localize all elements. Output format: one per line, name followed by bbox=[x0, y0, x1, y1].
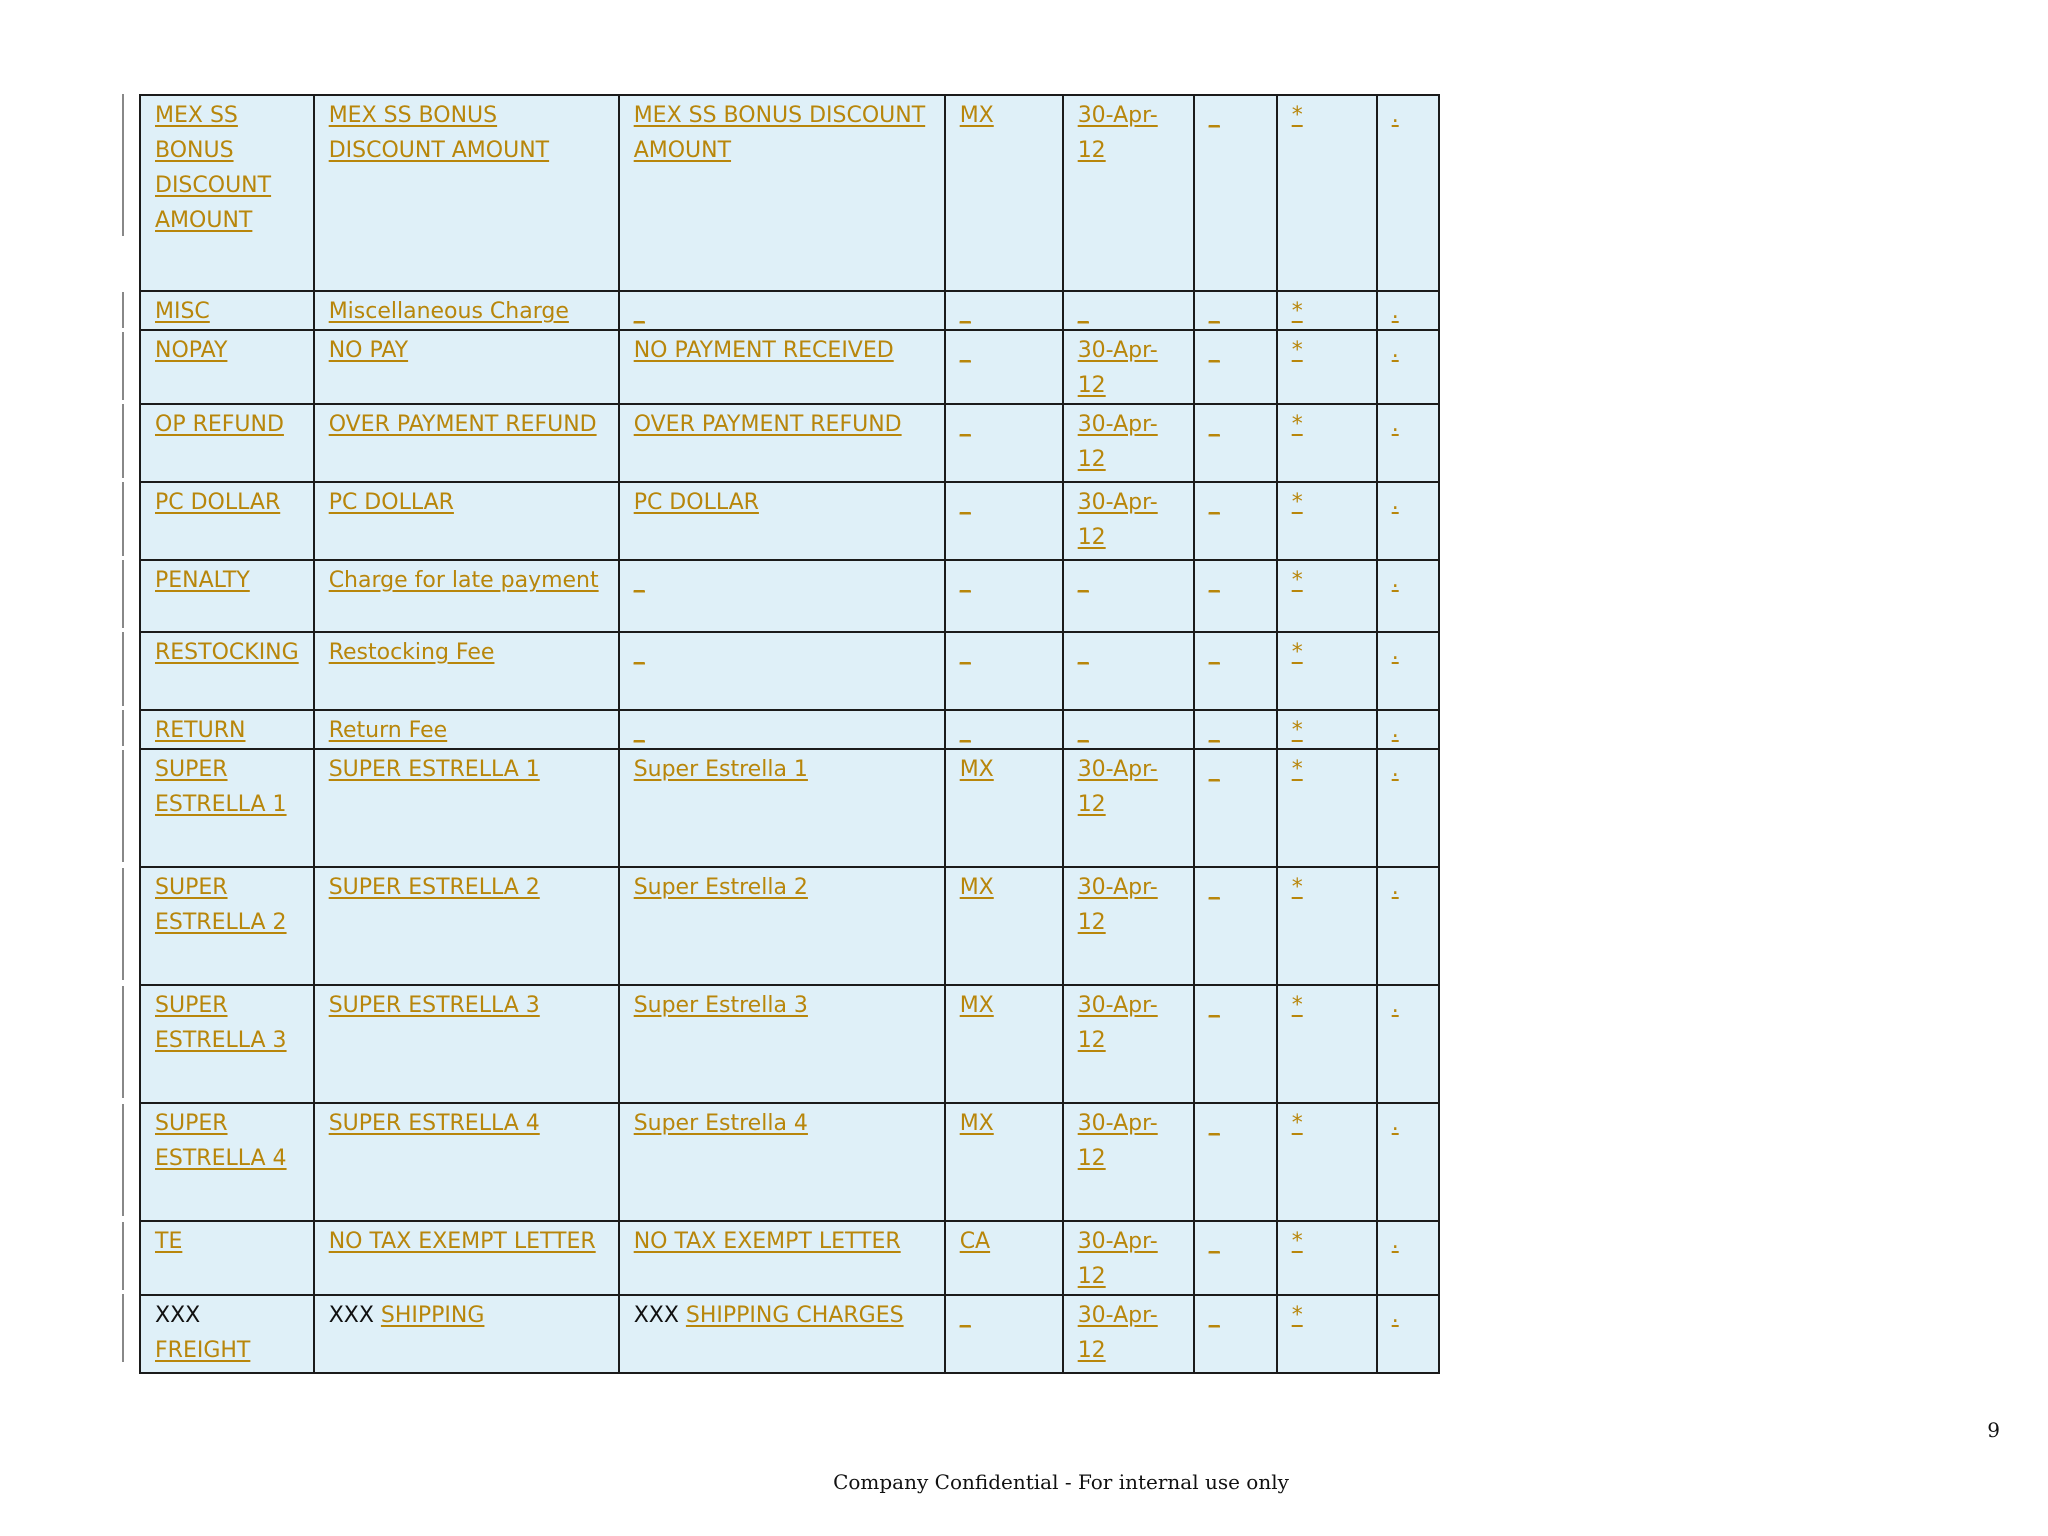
code-cell bbox=[140, 330, 314, 404]
cell-link[interactable]: _ bbox=[1208, 338, 1220, 363]
cell-link[interactable]: Charge for late payment bbox=[328, 568, 599, 593]
cell-link[interactable]: Return Fee bbox=[328, 718, 448, 743]
cell-link[interactable]: SUPER ESTRELLA 1 bbox=[328, 757, 540, 782]
cell-prefix: XXX bbox=[155, 1303, 201, 1328]
cell-link[interactable]: . bbox=[1391, 875, 1399, 900]
change-bar bbox=[122, 750, 124, 862]
cell-link[interactable]: Miscellaneous Charge bbox=[328, 299, 569, 324]
name-cell bbox=[314, 482, 619, 560]
cell-link[interactable]: _ bbox=[1208, 993, 1220, 1018]
code-cell bbox=[140, 710, 314, 749]
code-cell bbox=[140, 985, 314, 1103]
end-cell bbox=[1377, 632, 1439, 710]
cell-link[interactable]: _ bbox=[1077, 718, 1089, 743]
marker-cell bbox=[1277, 1221, 1377, 1295]
cell-link[interactable]: . bbox=[1391, 993, 1399, 1018]
cell-link[interactable]: PC DOLLAR bbox=[328, 490, 454, 515]
code-cell bbox=[140, 482, 314, 560]
name-cell bbox=[314, 291, 619, 330]
marker-cell bbox=[1277, 291, 1377, 330]
cell-link[interactable]: MISC bbox=[155, 299, 210, 324]
date-cell bbox=[1063, 1103, 1194, 1221]
end-cell bbox=[1377, 1103, 1439, 1221]
description-cell bbox=[619, 95, 945, 291]
country-cell bbox=[945, 985, 1063, 1103]
cell-link[interactable]: * bbox=[1291, 757, 1303, 782]
marker-cell bbox=[1277, 1295, 1377, 1373]
cell-link[interactable]: SUPER ESTRELLA 2 bbox=[328, 875, 540, 900]
end-cell bbox=[1377, 560, 1439, 632]
end-cell bbox=[1377, 95, 1439, 291]
date-cell bbox=[1063, 330, 1194, 404]
cell-link[interactable]: Super Estrella 3 bbox=[633, 993, 808, 1018]
cell-prefix: XXX bbox=[328, 1303, 374, 1328]
flag-cell bbox=[1194, 749, 1277, 867]
marker-cell bbox=[1277, 985, 1377, 1103]
cell-link[interactable]: SUPER ESTRELLA 4 bbox=[328, 1111, 540, 1136]
cell-link[interactable]: _ bbox=[633, 718, 645, 743]
cell-link[interactable]: PC DOLLAR bbox=[633, 490, 759, 515]
table-row bbox=[140, 482, 1439, 560]
table-row bbox=[140, 985, 1439, 1103]
cell-link[interactable]: _ bbox=[1077, 568, 1089, 593]
code-cell bbox=[140, 291, 314, 330]
flag-cell bbox=[1194, 404, 1277, 482]
table-row bbox=[140, 710, 1439, 749]
country-cell bbox=[945, 867, 1063, 985]
date-cell bbox=[1063, 482, 1194, 560]
table-row bbox=[140, 330, 1439, 404]
cell-link[interactable]: . bbox=[1391, 757, 1399, 782]
description-cell bbox=[619, 867, 945, 985]
table-row bbox=[140, 291, 1439, 330]
cell-link[interactable]: SUPER ESTRELLA 2 bbox=[155, 875, 287, 935]
date-cell bbox=[1063, 867, 1194, 985]
code-cell bbox=[140, 95, 314, 291]
country-cell bbox=[945, 330, 1063, 404]
date-cell bbox=[1063, 1221, 1194, 1295]
cell-link[interactable]: SHIPPING bbox=[380, 1303, 485, 1328]
change-bar bbox=[122, 986, 124, 1098]
cell-link[interactable]: . bbox=[1391, 490, 1399, 515]
name-cell bbox=[314, 1295, 619, 1373]
code-cell bbox=[140, 404, 314, 482]
cell-link[interactable]: _ bbox=[1208, 568, 1220, 593]
cell-link[interactable]: * bbox=[1291, 568, 1303, 593]
end-cell bbox=[1377, 985, 1439, 1103]
cell-prefix: XXX bbox=[633, 1303, 679, 1328]
cell-link[interactable]: _ bbox=[1077, 640, 1089, 665]
cell-link[interactable]: * bbox=[1291, 103, 1303, 128]
marker-cell bbox=[1277, 330, 1377, 404]
date-cell bbox=[1063, 95, 1194, 291]
end-cell bbox=[1377, 749, 1439, 867]
cell-link[interactable]: _ bbox=[633, 299, 645, 324]
cell-link[interactable]: PC DOLLAR bbox=[155, 490, 281, 515]
cell-link[interactable]: * bbox=[1291, 1303, 1303, 1328]
end-cell bbox=[1377, 330, 1439, 404]
country-cell bbox=[945, 95, 1063, 291]
cell-link[interactable]: 30-Apr-12 bbox=[1077, 412, 1158, 472]
cell-link[interactable]: . bbox=[1391, 640, 1399, 665]
description-cell bbox=[619, 632, 945, 710]
flag-cell bbox=[1194, 560, 1277, 632]
cell-link[interactable]: . bbox=[1391, 299, 1399, 324]
table-row bbox=[140, 749, 1439, 867]
cell-link[interactable]: * bbox=[1291, 1111, 1303, 1136]
cell-link[interactable]: MX bbox=[959, 103, 994, 128]
code-cell bbox=[140, 749, 314, 867]
change-bar bbox=[122, 1294, 124, 1362]
name-cell bbox=[314, 985, 619, 1103]
country-cell bbox=[945, 749, 1063, 867]
table-row bbox=[140, 95, 1439, 291]
end-cell bbox=[1377, 482, 1439, 560]
cell-link[interactable]: 30-Apr-12 bbox=[1077, 490, 1158, 550]
cell-link[interactable]: 30-Apr-12 bbox=[1077, 1111, 1158, 1171]
name-cell bbox=[314, 330, 619, 404]
cell-link[interactable]: * bbox=[1291, 412, 1303, 437]
end-cell bbox=[1377, 1221, 1439, 1295]
country-cell bbox=[945, 1295, 1063, 1373]
cell-link[interactable]: 30-Apr-12 bbox=[1077, 757, 1158, 817]
cell-link[interactable]: * bbox=[1291, 875, 1303, 900]
date-cell bbox=[1063, 632, 1194, 710]
cell-link[interactable]: MX bbox=[959, 875, 994, 900]
name-cell bbox=[314, 404, 619, 482]
cell-link[interactable]: 30-Apr-12 bbox=[1077, 338, 1158, 398]
cell-link[interactable]: _ bbox=[959, 490, 971, 515]
description-cell bbox=[619, 749, 945, 867]
end-cell bbox=[1377, 291, 1439, 330]
cell-link[interactable]: _ bbox=[1208, 103, 1220, 128]
country-cell bbox=[945, 1103, 1063, 1221]
cell-link[interactable]: 30-Apr-12 bbox=[1077, 103, 1158, 163]
cell-link[interactable]: SUPER ESTRELLA 3 bbox=[155, 993, 287, 1053]
name-cell bbox=[314, 632, 619, 710]
cell-link[interactable]: _ bbox=[1208, 299, 1220, 324]
cell-link[interactable]: . bbox=[1391, 1303, 1399, 1328]
cell-link[interactable]: _ bbox=[1208, 757, 1220, 782]
change-bar bbox=[122, 560, 124, 628]
cell-link[interactable]: _ bbox=[1208, 1111, 1220, 1136]
date-cell bbox=[1063, 291, 1194, 330]
change-bar bbox=[122, 482, 124, 556]
cell-link[interactable]: . bbox=[1391, 1111, 1399, 1136]
change-bar bbox=[122, 710, 124, 746]
table-row bbox=[140, 1295, 1439, 1373]
marker-cell bbox=[1277, 560, 1377, 632]
cell-link[interactable]: * bbox=[1291, 993, 1303, 1018]
change-bar bbox=[122, 1104, 124, 1216]
end-cell bbox=[1377, 710, 1439, 749]
cell-link[interactable]: TE bbox=[155, 1229, 183, 1254]
table-row bbox=[140, 867, 1439, 985]
country-cell bbox=[945, 291, 1063, 330]
change-bar bbox=[122, 292, 124, 328]
marker-cell bbox=[1277, 632, 1377, 710]
cell-link[interactable]: _ bbox=[1208, 875, 1220, 900]
cell-link[interactable]: MX bbox=[959, 993, 994, 1018]
country-cell bbox=[945, 482, 1063, 560]
cell-link[interactable]: 30-Apr-12 bbox=[1077, 993, 1158, 1053]
date-cell bbox=[1063, 560, 1194, 632]
cell-link[interactable]: CA bbox=[959, 1229, 991, 1254]
cell-link[interactable]: . bbox=[1391, 718, 1399, 743]
end-cell bbox=[1377, 867, 1439, 985]
change-bar bbox=[122, 94, 124, 236]
name-cell bbox=[314, 1103, 619, 1221]
change-bar bbox=[122, 868, 124, 980]
cell-link[interactable]: _ bbox=[959, 299, 971, 324]
marker-cell bbox=[1277, 1103, 1377, 1221]
table-row bbox=[140, 632, 1439, 710]
country-cell bbox=[945, 1221, 1063, 1295]
end-cell bbox=[1377, 404, 1439, 482]
name-cell bbox=[314, 867, 619, 985]
cell-link[interactable]: FREIGHT bbox=[155, 1338, 251, 1363]
cell-link[interactable]: _ bbox=[633, 640, 645, 665]
cell-link[interactable]: * bbox=[1291, 299, 1303, 324]
cell-link[interactable]: _ bbox=[959, 568, 971, 593]
cell-link[interactable]: NOPAY bbox=[155, 338, 228, 363]
description-cell bbox=[619, 1103, 945, 1221]
cell-link[interactable]: MEX SS BONUS DISCOUNT AMOUNT bbox=[155, 103, 272, 233]
cell-link[interactable]: MX bbox=[959, 1111, 994, 1136]
cell-link[interactable]: MEX SS BONUS DISCOUNT AMOUNT bbox=[633, 103, 926, 163]
cell-link[interactable]: * bbox=[1291, 1229, 1303, 1254]
cell-link[interactable]: _ bbox=[959, 338, 971, 363]
code-cell bbox=[140, 867, 314, 985]
cell-link[interactable]: 30-Apr-12 bbox=[1077, 1229, 1158, 1289]
cell-link[interactable]: RETURN bbox=[155, 718, 246, 743]
name-cell bbox=[314, 560, 619, 632]
cell-link[interactable]: _ bbox=[1077, 299, 1089, 324]
code-cell bbox=[140, 632, 314, 710]
description-cell bbox=[619, 1295, 945, 1373]
cell-link[interactable]: * bbox=[1291, 718, 1303, 743]
table-row bbox=[140, 560, 1439, 632]
cell-link[interactable]: _ bbox=[1208, 1303, 1220, 1328]
date-cell bbox=[1063, 710, 1194, 749]
description-cell bbox=[619, 560, 945, 632]
cell-link[interactable]: 30-Apr-12 bbox=[1077, 1303, 1158, 1363]
adjustment-codes-table bbox=[139, 94, 1440, 1374]
table-body bbox=[140, 95, 1439, 1373]
cell-link[interactable]: MEX SS BONUS DISCOUNT AMOUNT bbox=[328, 103, 550, 163]
name-cell bbox=[314, 95, 619, 291]
description-cell bbox=[619, 985, 945, 1103]
name-cell bbox=[314, 749, 619, 867]
flag-cell bbox=[1194, 1221, 1277, 1295]
code-cell bbox=[140, 1295, 314, 1373]
cell-link[interactable]: NO PAY bbox=[328, 338, 409, 363]
flag-cell bbox=[1194, 1295, 1277, 1373]
cell-link[interactable]: _ bbox=[959, 1303, 971, 1328]
cell-link[interactable]: _ bbox=[1208, 490, 1220, 515]
cell-link[interactable]: _ bbox=[959, 412, 971, 437]
cell-link[interactable]: NO PAYMENT RECEIVED bbox=[633, 338, 894, 363]
cell-link[interactable]: NO TAX EXEMPT LETTER bbox=[633, 1229, 901, 1254]
flag-cell bbox=[1194, 330, 1277, 404]
country-cell bbox=[945, 710, 1063, 749]
cell-link[interactable]: RESTOCKING bbox=[155, 640, 299, 665]
cell-link[interactable]: . bbox=[1391, 412, 1399, 437]
cell-link[interactable]: _ bbox=[633, 568, 645, 593]
marker-cell bbox=[1277, 749, 1377, 867]
page-number: 9 bbox=[1987, 1418, 2000, 1442]
change-bar bbox=[122, 332, 124, 400]
cell-link[interactable]: Restocking Fee bbox=[328, 640, 495, 665]
cell-link[interactable]: SUPER ESTRELLA 4 bbox=[155, 1111, 287, 1171]
cell-link[interactable]: * bbox=[1291, 490, 1303, 515]
code-cell bbox=[140, 560, 314, 632]
cell-link[interactable]: . bbox=[1391, 103, 1399, 128]
table-row bbox=[140, 1103, 1439, 1221]
date-cell bbox=[1063, 985, 1194, 1103]
description-cell bbox=[619, 482, 945, 560]
marker-cell bbox=[1277, 482, 1377, 560]
cell-link[interactable]: OP REFUND bbox=[155, 412, 284, 437]
marker-cell bbox=[1277, 867, 1377, 985]
cell-link[interactable]: Super Estrella 2 bbox=[633, 875, 808, 900]
cell-link[interactable]: 30-Apr-12 bbox=[1077, 875, 1158, 935]
date-cell bbox=[1063, 749, 1194, 867]
flag-cell bbox=[1194, 632, 1277, 710]
code-cell bbox=[140, 1103, 314, 1221]
flag-cell bbox=[1194, 985, 1277, 1103]
cell-link[interactable]: SUPER ESTRELLA 1 bbox=[155, 757, 287, 817]
table-row bbox=[140, 404, 1439, 482]
name-cell bbox=[314, 1221, 619, 1295]
cell-link[interactable]: . bbox=[1391, 568, 1399, 593]
cell-link[interactable]: _ bbox=[959, 718, 971, 743]
flag-cell bbox=[1194, 482, 1277, 560]
cell-link[interactable]: _ bbox=[1208, 718, 1220, 743]
date-cell bbox=[1063, 404, 1194, 482]
change-bar bbox=[122, 404, 124, 478]
cell-link[interactable]: PENALTY bbox=[155, 568, 250, 593]
cell-link[interactable]: _ bbox=[1208, 412, 1220, 437]
cell-link[interactable]: MX bbox=[959, 757, 994, 782]
flag-cell bbox=[1194, 291, 1277, 330]
cell-link[interactable]: * bbox=[1291, 640, 1303, 665]
cell-link[interactable]: SHIPPING CHARGES bbox=[685, 1303, 904, 1328]
cell-link[interactable]: Super Estrella 4 bbox=[633, 1111, 808, 1136]
change-bar bbox=[122, 632, 124, 706]
flag-cell bbox=[1194, 1103, 1277, 1221]
cell-link[interactable]: _ bbox=[1208, 1229, 1220, 1254]
end-cell bbox=[1377, 1295, 1439, 1373]
change-bar bbox=[122, 1222, 124, 1290]
cell-link[interactable]: . bbox=[1391, 1229, 1399, 1254]
cell-link[interactable]: . bbox=[1391, 338, 1399, 363]
footer-confidential: Company Confidential - For internal use only bbox=[833, 1470, 1289, 1494]
cell-link[interactable]: OVER PAYMENT REFUND bbox=[328, 412, 597, 437]
flag-cell bbox=[1194, 867, 1277, 985]
cell-link[interactable]: NO TAX EXEMPT LETTER bbox=[328, 1229, 596, 1254]
country-cell bbox=[945, 560, 1063, 632]
marker-cell bbox=[1277, 95, 1377, 291]
country-cell bbox=[945, 404, 1063, 482]
description-cell bbox=[619, 291, 945, 330]
cell-link[interactable]: _ bbox=[1208, 640, 1220, 665]
table-row bbox=[140, 1221, 1439, 1295]
code-cell bbox=[140, 1221, 314, 1295]
cell-link[interactable]: SUPER ESTRELLA 3 bbox=[328, 993, 540, 1018]
country-cell bbox=[945, 632, 1063, 710]
flag-cell bbox=[1194, 95, 1277, 291]
cell-link[interactable]: OVER PAYMENT REFUND bbox=[633, 412, 902, 437]
description-cell bbox=[619, 1221, 945, 1295]
cell-link[interactable]: _ bbox=[959, 640, 971, 665]
marker-cell bbox=[1277, 404, 1377, 482]
description-cell bbox=[619, 710, 945, 749]
cell-link[interactable]: * bbox=[1291, 338, 1303, 363]
date-cell bbox=[1063, 1295, 1194, 1373]
marker-cell bbox=[1277, 710, 1377, 749]
name-cell bbox=[314, 710, 619, 749]
description-cell bbox=[619, 330, 945, 404]
cell-link[interactable]: Super Estrella 1 bbox=[633, 757, 808, 782]
description-cell bbox=[619, 404, 945, 482]
flag-cell bbox=[1194, 710, 1277, 749]
